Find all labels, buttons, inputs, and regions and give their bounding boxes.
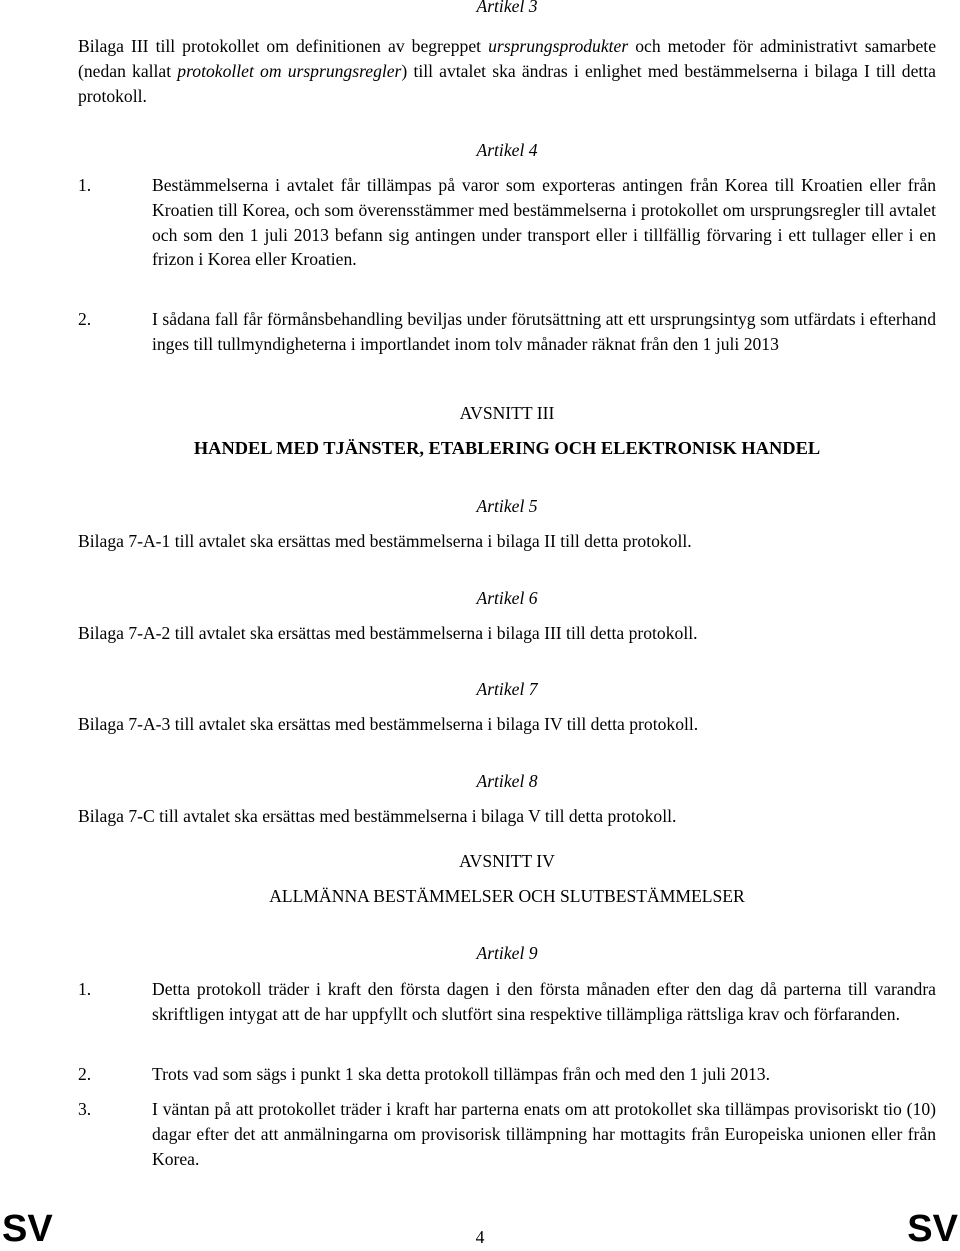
item-text: I väntan på att protokollet träder i kraft har parterna enats om att protokollet ska tillämpas provisoriskt tio (10) dagar efter det att anmälningarna om provisorisk tillämpning har mottagits från Europeiska unionen eller från Korea. [152, 1099, 936, 1169]
section-4-title-wrap [78, 884, 936, 909]
item-text: Detta protokoll träder i kraft den första dagen i den första månaden efter den dag då parterna till varandra skriftligen intygat att de har uppfyllt och slutfört sina respektive tillämpliga rättsliga krav och förfaranden. [152, 979, 936, 1024]
item-number: 2. [78, 1064, 92, 1084]
artikel-7-body [78, 712, 936, 737]
list-item [78, 1097, 936, 1171]
list-item [78, 1062, 936, 1087]
section-4-label-wrap [78, 849, 936, 874]
item-number: 3. [78, 1099, 92, 1119]
text-run: Bilaga III till protokollet om definitionen av begreppet [78, 36, 489, 56]
item-text: Trots vad som sägs i punkt 1 ska detta protokoll tillämpas från och med den 1 juli 2013. [152, 1064, 770, 1084]
text-run: ) till avtalet ska ändras i enlighet med bestämmelserna i bilaga I till detta protokoll. [78, 60, 936, 106]
artikel-4-item-1 [78, 173, 936, 272]
artikel-5 [78, 494, 936, 519]
artikel-5-heading: Artikel 5 [476, 496, 538, 516]
artikel-3-paragraph [78, 34, 936, 108]
artikel-8-body [78, 804, 936, 829]
artikel-8-heading: Artikel 8 [476, 771, 538, 791]
artikel-7-paragraph: Bilaga 7-A-3 till avtalet ska ersättas med bestämmelserna i bilaga IV till detta protokoll. [78, 714, 699, 734]
artikel-9-heading: Artikel 9 [476, 943, 538, 963]
section-3-title-wrap [78, 436, 936, 461]
artikel-6-heading: Artikel 6 [476, 588, 538, 608]
artikel-4-item-2 [78, 307, 936, 357]
artikel-6-body [78, 621, 936, 646]
item-number: 1. [78, 175, 92, 195]
artikel-6-paragraph: Bilaga 7-A-2 till avtalet ska ersättas med bestämmelserna i bilaga III till detta protokoll. [78, 623, 698, 643]
artikel-9-item-1 [78, 977, 936, 1027]
text-run: och metoder för administrativt samarbete (nedan kallat [78, 36, 937, 81]
artikel-9 [78, 941, 936, 966]
list-item [78, 977, 936, 1027]
section-3-label-wrap [78, 401, 936, 426]
artikel-8 [78, 769, 936, 794]
section-4-label: AVSNITT IV [459, 851, 555, 871]
list-item [78, 173, 936, 272]
artikel-8-paragraph: Bilaga 7-C till avtalet ska ersättas med bestämmelserna i bilaga V till detta protokoll. [78, 806, 677, 826]
section-3-label: AVSNITT III [459, 403, 555, 423]
artikel-5-paragraph: Bilaga 7-A-1 till avtalet ska ersättas med bestämmelserna i bilaga II till detta protokoll. [78, 531, 692, 551]
artikel-4-heading: Artikel 4 [476, 140, 538, 160]
list-item [78, 307, 936, 357]
artikel-7 [78, 677, 936, 702]
item-text: Bestämmelserna i avtalet får tillämpas på varor som exporteras antingen från Korea till Kroatien eller från Kroatien till Korea, och som överensstämmer med bestämmelserna i protokollet om ursprungsregler till avtalet och som den 1 juli 2013 befann sig antingen under transport eller i tillfällig förvaring i ett tullager eller i en frizon i Korea eller Kroatien. [152, 175, 936, 270]
artikel-4 [78, 138, 936, 163]
artikel-3 [78, 0, 936, 19]
artikel-7-heading: Artikel 7 [476, 679, 538, 699]
footer-language-left: SV [2, 1208, 53, 1250]
text-run-italic: ursprungsprodukter [488, 36, 629, 56]
section-4-title: ALLMÄNNA BESTÄMMELSER OCH SLUTBESTÄMMELSER [269, 886, 745, 906]
artikel-9-item-2 [78, 1062, 936, 1087]
item-number: 2. [78, 309, 92, 329]
item-number: 1. [78, 979, 92, 999]
artikel-3-heading: Artikel 3 [476, 0, 538, 16]
footer-page-number: 4 [475, 1227, 485, 1247]
artikel-6 [78, 586, 936, 611]
artikel-9-item-3 [78, 1097, 936, 1171]
footer-language-right: SV [907, 1208, 958, 1250]
artikel-3-body [78, 34, 936, 108]
artikel-5-body [78, 529, 936, 554]
item-text: I sådana fall får förmånsbehandling beviljas under förutsättning att ett ursprungsintyg som utfärdats i efterhand inges till tullmyndigheterna i importlandet inom tolv månader räknat från den 1 juli 2013 [152, 309, 936, 354]
section-3-title: HANDEL MED TJÄNSTER, ETABLERING OCH ELEKTRONISK HANDEL [193, 438, 821, 458]
text-run-italic: protokollet om ursprungsregler [177, 60, 402, 81]
